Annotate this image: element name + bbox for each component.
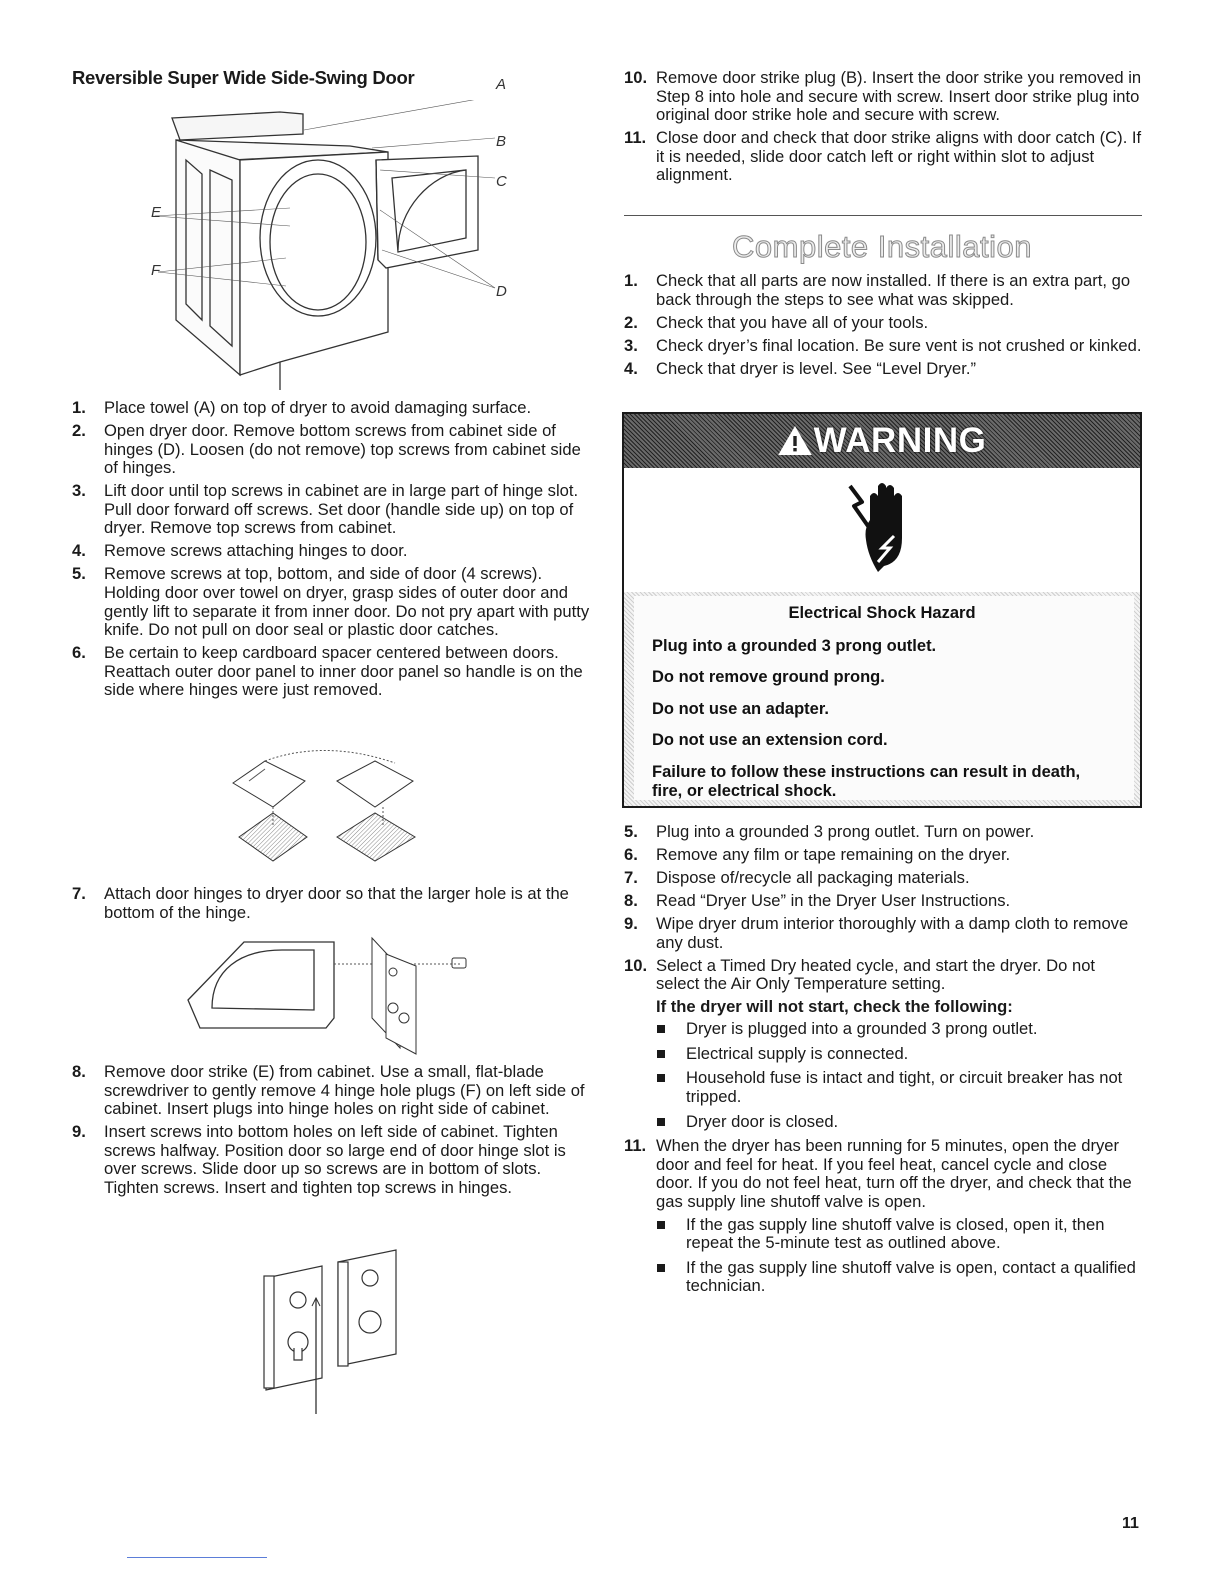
list-item: 11. When the dryer has been running for 5 minutes, open the dryer door and feel for heat. If you feel heat, cancel cycle and close door. If you do not feel heat, turn off the dryer, and check that the gas supply line shutoff valve is open. If the gas supply line shutoff valve is closed, open it, then repeat the 5-minute test as outlined above. If the gas supply line shutoff valve is open, contact a qualified technician.	[624, 1137, 1142, 1296]
hazard-title: Electrical Shock Hazard	[788, 604, 976, 622]
warning-triangle-icon	[778, 426, 812, 456]
dryer-door-figure	[140, 100, 520, 400]
figure-label-f: F	[151, 262, 161, 279]
figure-label-d: D	[496, 283, 507, 300]
warning-line: Plug into a grounded 3 prong outlet.	[652, 636, 937, 655]
door-hinge-figure	[186, 930, 486, 1058]
warning-box	[622, 412, 1142, 808]
list-item: 10. Select a Timed Dry heated cycle, and start the dryer. Do not select the Air Only Temperature setting. If the dryer will not start, check the following: Dryer is plugged into a grounded 3 prong outlet. Electrical supply is connected. Household fuse is intact and tight, or circuit breaker has not tripped. Dryer door is closed.	[624, 957, 1142, 1132]
warning-label: WARNING	[813, 421, 987, 460]
list-item: 1. Place towel (A) on top of dryer to avoid damaging surface.	[72, 398, 532, 417]
list-item: Household fuse is intact and tight, or circuit breaker has not tripped.	[656, 1069, 1142, 1106]
warning-body	[624, 592, 1140, 806]
list-item: If the gas supply line shutoff valve is closed, open it, then repeat the 5-minute test as outlined above.	[656, 1216, 1142, 1253]
list-item: 2. Open dryer door. Remove bottom screws from cabinet side of hinges (D). Loosen (do not remove) top screws from cabinet side of hinges.	[72, 420, 581, 478]
steps-list-10-11	[624, 69, 1142, 189]
list-item: 9. Insert screws into bottom holes on left side of cabinet. Tighten screws halfway. Position door so large end of door hinge slot is over screws. Slide door up so screws are in bottom of slots. Tighten screws. Insert and tighten top screws in hinges.	[72, 1122, 566, 1197]
electrical-shock-hand-icon	[844, 476, 924, 582]
warning-line: Do not use an adapter.	[652, 699, 829, 718]
hinges-figure	[256, 1248, 406, 1418]
list-item: 11. Close door and check that door strike aligns with door catch (C). If it is needed, slide door catch left or right within slot to adjust alignment.	[624, 128, 1142, 185]
figure-label-b: B	[496, 133, 507, 150]
complete-installation-title: Complete Installation	[732, 229, 1032, 264]
section-divider	[624, 215, 1142, 216]
door-panels-figure	[225, 743, 435, 865]
warning-header	[624, 414, 1140, 468]
warning-icon-area	[624, 468, 1140, 593]
list-item: 4. Remove screws attaching hinges to door.	[72, 541, 408, 561]
section-title: Reversible Super Wide Side-Swing Door	[72, 67, 415, 88]
list-item: 6. Be certain to keep cardboard spacer centered between doors. Reattach outer door panel to inner door panel so handle is on the side where hinges were just removed.	[72, 643, 583, 700]
steps-list-5-11	[624, 823, 1142, 1302]
list-item: 5. Plug into a grounded 3 prong outlet. Turn on power.	[624, 822, 1035, 841]
list-item: 7. Attach door hinges to dryer door so that the larger hole is at the bottom of the hinge.	[72, 884, 569, 922]
figure-label-e: E	[151, 204, 162, 221]
list-item: If the gas supply line shutoff valve is open, contact a qualified technician.	[656, 1259, 1142, 1296]
list-item: 7. Dispose of/recycle all packaging materials.	[624, 867, 970, 887]
steps-list-complete	[624, 272, 1142, 383]
list-item: 3. Check dryer’s final location. Be sure vent is not crushed or kinked.	[624, 335, 1142, 355]
list-item: 8. Remove door strike (E) from cabinet. Use a small, flat-blade screwdriver to gently remove 4 hinge hole plugs (F) on left side of cabinet. Insert plugs into hinge holes on right side of cabinet.	[72, 1062, 585, 1119]
warning-consequence: Failure to follow these instructions can result in death, fire, or electrical shock.	[652, 762, 1081, 800]
warning-line: Do not remove ground prong.	[652, 668, 885, 686]
figure-label-c: C	[496, 173, 507, 190]
list-item: 1. Check that all parts are now installed. If there is an extra part, go back through the steps to see what was skipped.	[624, 271, 1131, 309]
list-item: 4. Check that dryer is level. See “Level Dryer.”	[624, 358, 977, 378]
gas-checks-list	[656, 1216, 1142, 1296]
list-item: Dryer door is closed.	[656, 1113, 1142, 1132]
list-item: 3. Lift door until top screws in cabinet are in large part of hinge slot. Pull door forward off screws. Set door (handle side up) on top of dryer. Remove top screws from cabinet.	[72, 481, 579, 538]
page-number: 11	[1122, 1515, 1139, 1532]
warning-line: Do not use an extension cord.	[652, 731, 888, 749]
if-not-start-note: If the dryer will not start, check the following:	[656, 996, 1013, 1016]
list-item: 10. Remove door strike plug (B). Insert the door strike you removed in Step 8 into hole and secure with screw. Insert door strike plug into original door strike hole and secure with screw.	[624, 68, 1142, 125]
footer-link-underline	[127, 1557, 267, 1558]
steps-list-8-9	[72, 1063, 590, 1202]
list-item: 9. Wipe dryer drum interior thoroughly with a damp cloth to remove any dust.	[624, 913, 1129, 952]
steps-list-7	[72, 885, 590, 927]
list-item: Electrical supply is connected.	[656, 1045, 1142, 1064]
list-item: 6. Remove any film or tape remaining on the dryer.	[624, 844, 1011, 864]
list-item: Dryer is plugged into a grounded 3 prong outlet.	[656, 1020, 1142, 1039]
list-item: 2. Check that you have all of your tools.	[624, 312, 929, 332]
steps-list-1-6	[72, 399, 590, 704]
figure-label-a: A	[496, 76, 507, 93]
list-item: 5. Remove screws at top, bottom, and side of door (4 screws). Holding door over towel on dryer, grasp sides of outer door and gently lift to separate it from inner door. Do not pry apart with putty knife. Do not pull on door seal or plastic door catches.	[72, 564, 590, 640]
checks-list	[656, 1020, 1142, 1131]
list-item: 8. Read “Dryer Use” in the Dryer User Instructions.	[624, 890, 1011, 910]
